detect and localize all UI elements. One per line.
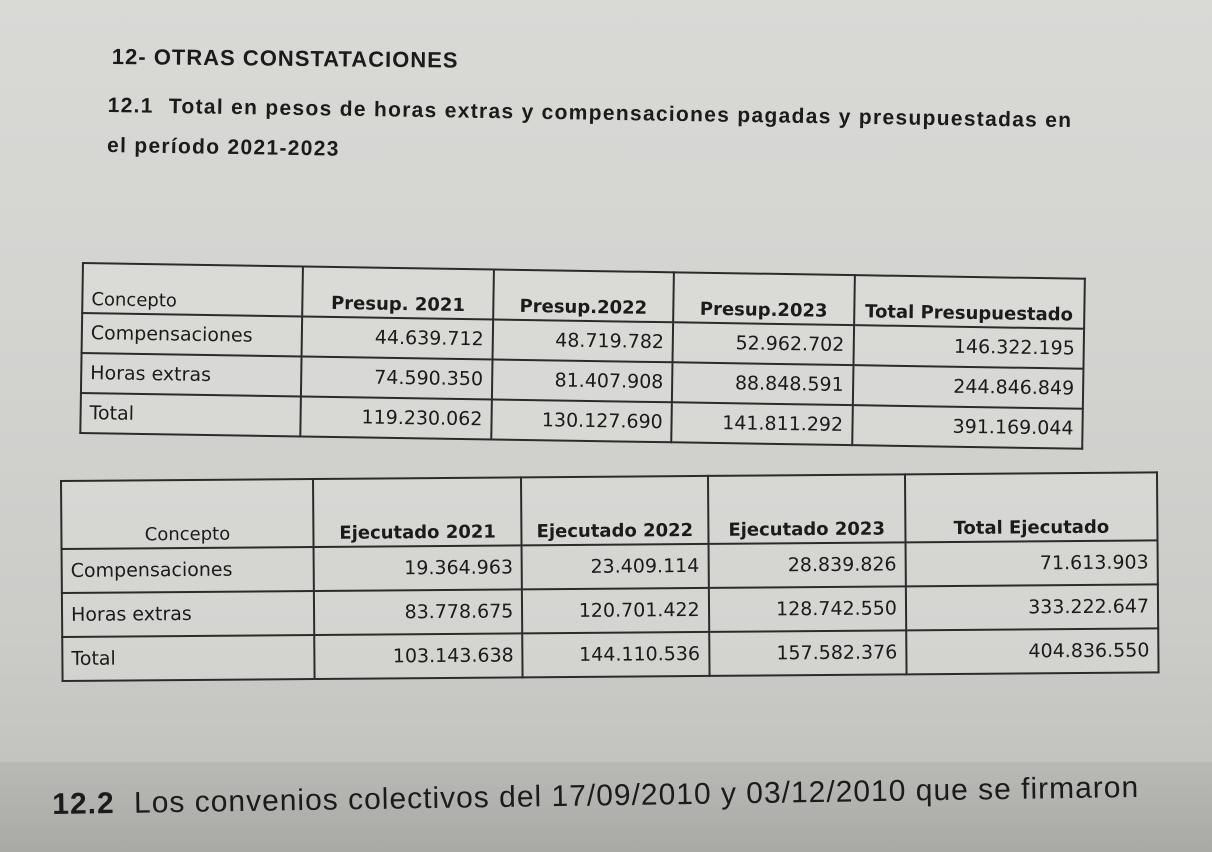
header-concepto: Concepto (61, 479, 314, 549)
cell-value: 120.701.422 (522, 588, 709, 633)
row-label: Total (80, 393, 301, 436)
cell-value: 23.409.114 (522, 544, 709, 589)
cell-value: 333.222.647 (906, 584, 1158, 630)
cell-value: 52.962.702 (673, 322, 854, 365)
next-section-text: Los convenios colectivos del 17/09/2010 y 03/12/2010 que se firmaron (133, 770, 1140, 820)
cell-value: 119.230.062 (301, 396, 492, 439)
budget-table (79, 262, 1086, 450)
section-heading: 12- OTRAS CONSTATACIONES (111, 44, 459, 73)
next-section-number: 12.2 (52, 787, 115, 821)
cell-value: 141.811.292 (671, 402, 852, 445)
cell-value: 88.848.591 (672, 362, 853, 405)
cell-value: 157.582.376 (709, 630, 907, 676)
header-total-ejecutado: Total Ejecutado (905, 472, 1158, 542)
cell-value: 103.143.638 (314, 633, 523, 679)
table-header-row (61, 472, 1158, 549)
header-presup-2022: Presup.2022 (493, 269, 674, 322)
cell-value: 244.846.849 (852, 365, 1083, 409)
cell-value: 404.836.550 (906, 628, 1158, 674)
cell-value: 146.322.195 (853, 325, 1084, 369)
header-concepto: Concepto (82, 263, 303, 316)
header-ejecutado-2023: Ejecutado 2023 (708, 474, 906, 544)
table-row-total (62, 628, 1158, 681)
header-total-presupuestado: Total Presupuestado (854, 275, 1085, 329)
header-ejecutado-2022: Ejecutado 2022 (521, 476, 708, 545)
subsection-number: 12.1 (107, 93, 154, 118)
header-presup-2023: Presup.2023 (673, 272, 854, 325)
cell-value: 144.110.536 (523, 632, 710, 677)
row-label: Total (62, 635, 314, 681)
subsection-text: Total en pesos de horas extras y compensaciones pagadas y presupuestadas en el período 2021-2023 (106, 94, 1073, 161)
header-ejecutado-2021: Ejecutado 2021 (313, 477, 522, 547)
cell-value: 48.719.782 (492, 319, 673, 362)
cell-value: 83.778.675 (314, 589, 523, 635)
cell-value: 44.639.712 (302, 316, 493, 359)
cell-value: 130.127.690 (491, 399, 672, 442)
header-presup-2021: Presup. 2021 (303, 266, 494, 319)
cell-value: 391.169.044 (852, 405, 1083, 449)
cell-value: 19.364.963 (314, 545, 523, 591)
row-label: Compensaciones (62, 547, 314, 593)
subsection-heading (107, 86, 1098, 182)
row-label: Compensaciones (82, 313, 303, 356)
cell-value: 81.407.908 (492, 359, 673, 402)
cell-value: 28.839.826 (708, 542, 906, 588)
row-label: Horas extras (81, 353, 302, 396)
cell-value: 74.590.350 (301, 356, 492, 399)
cell-value: 71.613.903 (905, 540, 1157, 586)
cell-value: 128.742.550 (708, 586, 906, 632)
row-label: Horas extras (62, 591, 314, 637)
executed-table (60, 471, 1160, 682)
